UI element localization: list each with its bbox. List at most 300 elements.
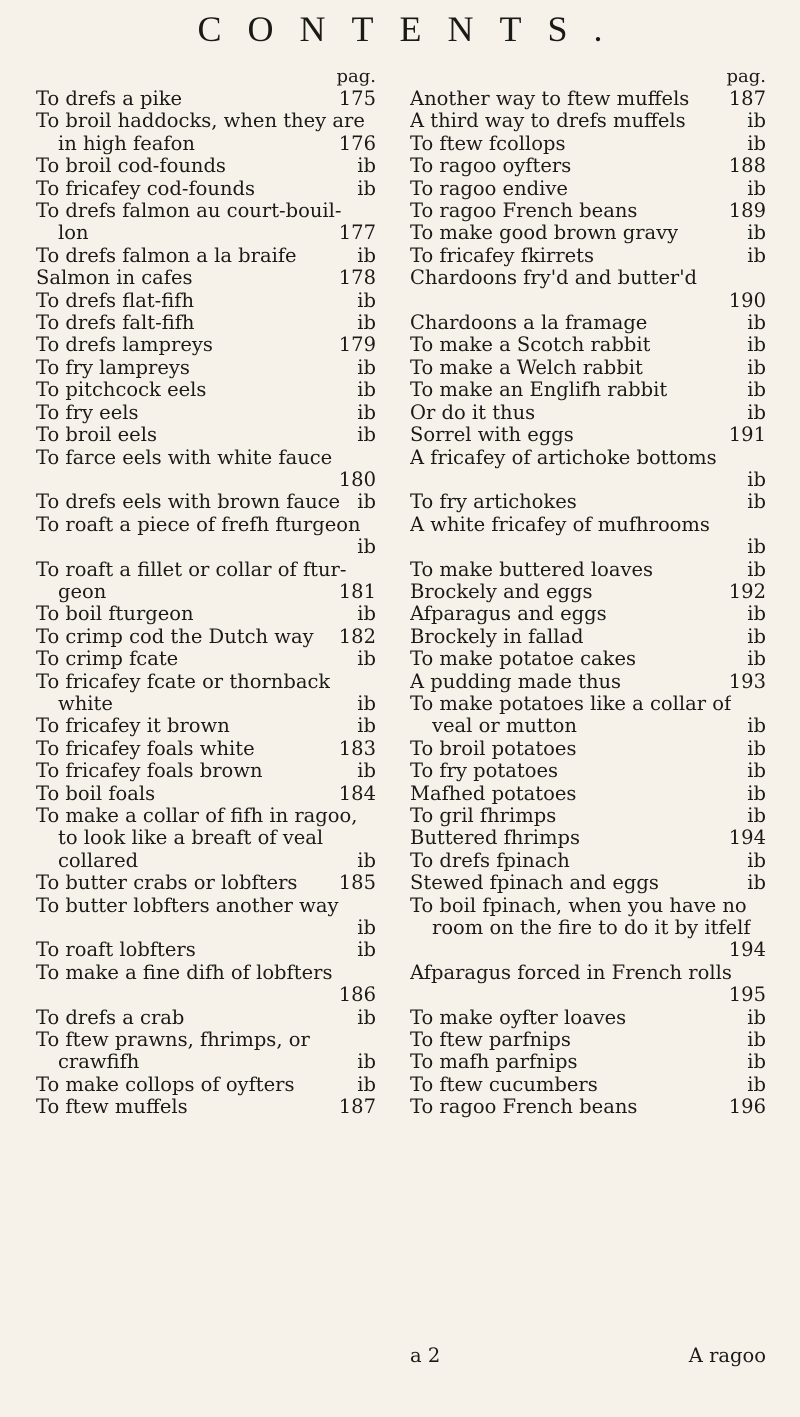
entry-title: Afparagus forced in French rolls	[410, 961, 732, 984]
entry-title: A third way to drefs muffels	[410, 110, 686, 133]
entry-title: To crimp cod the Dutch way	[36, 625, 314, 648]
entry-title: in high feafon	[58, 132, 195, 155]
entry-title: veal or mutton	[432, 715, 577, 738]
entry-page-number: 182	[338, 624, 376, 648]
toc-entry	[36, 245, 376, 267]
entry-page-number: ib	[357, 691, 376, 715]
toc-entry	[36, 738, 376, 760]
left-entry-list	[36, 88, 376, 1119]
entry-line	[36, 312, 376, 334]
entry-title: To broil cod-founds	[36, 155, 226, 178]
entry-page-number: 180	[338, 467, 376, 491]
entry-page-number: ib	[357, 400, 376, 424]
toc-entry	[36, 962, 376, 1007]
entry-page-number: ib	[357, 176, 376, 200]
toc-entry	[36, 447, 376, 492]
entry-page-number: ib	[357, 1005, 376, 1029]
entry-line	[36, 939, 376, 961]
entry-line	[36, 88, 376, 110]
entry-page-number: ib	[747, 467, 766, 491]
entry-title: To make a fine difh of lobfters	[36, 961, 333, 984]
toc-entry	[410, 379, 766, 401]
entry-title: To butter crabs or lobfters	[36, 872, 298, 895]
entry-title: To make oyfter loaves	[410, 1006, 627, 1029]
toc-entry	[410, 424, 766, 446]
toc-entry	[410, 962, 766, 1007]
right-entry-list	[410, 88, 766, 1119]
entry-title: To drefs a pike	[36, 88, 183, 110]
entry-page-number: ib	[357, 1072, 376, 1096]
entry-title: To ragoo French beans	[410, 200, 638, 223]
toc-entry	[410, 402, 766, 424]
entry-title: To drefs falt-fifh	[36, 312, 195, 335]
entry-line	[36, 715, 376, 737]
entry-title: To drefs eels with brown fauce	[36, 491, 341, 514]
entry-line	[410, 715, 766, 737]
entry-line	[36, 872, 376, 894]
entry-page-number: ib	[747, 221, 766, 245]
entry-page-number: ib	[357, 490, 376, 514]
entry-page-number: ib	[357, 602, 376, 626]
toc-entry	[36, 290, 376, 312]
entry-line	[410, 559, 766, 581]
entry-title: A pudding made thus	[410, 670, 622, 693]
entry-page-number: 194	[728, 826, 766, 850]
entry-line	[410, 312, 766, 334]
toc-entry	[410, 245, 766, 267]
entry-title: To make an Englifh rabbit	[410, 379, 668, 402]
entry-line	[36, 402, 376, 424]
entry-page-number: ib	[747, 871, 766, 895]
entry-line	[36, 603, 376, 625]
entry-page-number: ib	[357, 714, 376, 738]
entry-line	[410, 334, 766, 356]
entry-page-number: ib	[357, 288, 376, 312]
entry-line	[410, 962, 766, 984]
entry-page-number: 195	[728, 983, 766, 1007]
toc-entry	[410, 1051, 766, 1073]
entry-line	[36, 447, 376, 469]
entry-line	[36, 379, 376, 401]
toc-entry	[36, 559, 376, 604]
entry-page-number: ib	[357, 355, 376, 379]
toc-entry	[410, 491, 766, 513]
entry-title: To fricafey cod-founds	[36, 177, 256, 200]
entry-title: To gril fhrimps	[410, 805, 557, 827]
entry-line	[36, 357, 376, 379]
entry-title: To mafh parfnips	[410, 1051, 578, 1074]
toc-entry	[36, 357, 376, 379]
entry-line	[36, 133, 376, 155]
entry-line	[410, 110, 766, 132]
entry-line	[410, 133, 766, 155]
entry-line	[36, 581, 376, 603]
entry-line	[36, 805, 376, 827]
entry-page-number: 175	[338, 87, 376, 110]
entry-title: Chardoons a la framage	[410, 312, 648, 335]
entry-title: To boil fpinach, when you have no	[410, 894, 747, 917]
toc-entry	[410, 110, 766, 132]
entry-line	[410, 267, 766, 289]
entry-page-number: 186	[338, 983, 376, 1007]
entry-page-number: 190	[728, 288, 766, 312]
entry-title: To ragoo endive	[410, 177, 568, 200]
toc-entry	[36, 267, 376, 289]
entry-title: white	[58, 692, 113, 715]
entry-title: To pitchcock eels	[36, 379, 207, 402]
entry-title: Brockely in fallad	[410, 625, 584, 648]
toc-entry	[410, 693, 766, 738]
entry-page-number: ib	[357, 154, 376, 178]
toc-entry	[36, 783, 376, 805]
entry-line	[410, 402, 766, 424]
entry-title: To make a collar of fifh in ragoo,	[36, 805, 358, 827]
page-heading: CONTENTS.	[197, 9, 629, 49]
entry-title: To broil eels	[36, 424, 157, 447]
entry-title: To make a Welch rabbit	[410, 356, 643, 379]
entry-page-number: ib	[357, 759, 376, 783]
entry-line	[36, 671, 376, 693]
entry-page-number: ib	[747, 355, 766, 379]
entry-title: Stewed fpinach and eggs	[410, 872, 659, 895]
entry-page-number: ib	[747, 736, 766, 760]
entry-line	[36, 514, 376, 536]
entry-title: To boil fturgeon	[36, 603, 194, 626]
toc-entry	[410, 1029, 766, 1051]
entry-line	[410, 447, 766, 469]
entry-title: lon	[58, 222, 89, 245]
entry-page-number: ib	[747, 1072, 766, 1096]
entry-page-number: ib	[357, 1050, 376, 1074]
entry-page-number: 178	[338, 266, 376, 290]
entry-title: To fricafey foals brown	[36, 760, 263, 783]
entry-page-number: ib	[747, 759, 766, 783]
entry-page-number: ib	[357, 647, 376, 671]
entry-line	[36, 559, 376, 581]
entry-title: To drefs falmon a la braife	[36, 244, 297, 267]
entry-title: Chardoons fry'd and butter'd	[410, 267, 698, 290]
entry-line	[410, 603, 766, 625]
entry-page-number: 185	[338, 871, 376, 895]
entry-line	[410, 357, 766, 379]
entry-page-number: 179	[338, 333, 376, 357]
entry-title: to look like a breaft of veal	[58, 827, 324, 850]
page-column-label: pag.	[336, 66, 376, 87]
entry-title: To make potatoe cakes	[410, 648, 637, 671]
entry-page-number: 188	[728, 154, 766, 178]
catchword: A ragoo	[688, 1344, 766, 1367]
toc-entry	[36, 895, 376, 940]
entry-title: Afparagus and eggs	[410, 603, 607, 626]
entry-page-number: ib	[747, 400, 766, 424]
entry-page-number: ib	[747, 624, 766, 648]
entry-page-number: ib	[357, 848, 376, 872]
toc-entry	[36, 1029, 376, 1074]
entry-title: To make good brown gravy	[410, 222, 679, 245]
entry-page-number: ib	[747, 714, 766, 738]
entry-title: crawfifh	[58, 1051, 140, 1074]
entry-page-number: ib	[357, 378, 376, 402]
entry-page-number: ib	[747, 311, 766, 335]
entry-title: Sorrel with eggs	[410, 424, 574, 447]
toc-entry	[36, 491, 376, 513]
toc-entry	[410, 827, 766, 849]
entry-title: To ragoo oyfters	[410, 155, 572, 178]
entry-line	[36, 827, 376, 849]
toc-entry	[410, 514, 766, 559]
entry-title: To roaft a piece of frefh fturgeon	[36, 513, 361, 536]
entry-line	[36, 178, 376, 200]
entry-line	[410, 88, 766, 110]
toc-entry	[410, 626, 766, 648]
entry-line	[410, 1074, 766, 1096]
entry-page-number: 181	[338, 579, 376, 603]
toc-entry	[410, 334, 766, 356]
toc-entry	[410, 850, 766, 872]
entry-line	[410, 200, 766, 222]
entry-line	[410, 850, 766, 872]
entry-line	[410, 648, 766, 670]
entry-line	[410, 514, 766, 536]
entry-title: To drefs lampreys	[36, 334, 213, 357]
entry-title: To farce eels with white fauce	[36, 446, 333, 469]
entry-title: Brockely and eggs	[410, 580, 593, 603]
entry-line	[410, 895, 766, 917]
entry-page-number: ib	[747, 378, 766, 402]
toc-entry	[36, 939, 376, 961]
entry-line	[36, 738, 376, 760]
entry-title: To ftew muffels	[36, 1096, 188, 1119]
entry-line	[410, 1051, 766, 1073]
entry-title: To fry eels	[36, 401, 139, 424]
entry-title: To butter lobfters another way	[36, 894, 339, 917]
toc-entry	[410, 178, 766, 200]
toc-entry	[410, 357, 766, 379]
entry-page-number: 177	[338, 221, 376, 245]
entry-line	[36, 491, 376, 513]
entry-line	[36, 962, 376, 984]
toc-entry	[36, 514, 376, 559]
entry-page-number: ib	[747, 1028, 766, 1052]
entry-page-number: ib	[747, 781, 766, 805]
toc-entry	[36, 648, 376, 670]
entry-line	[410, 178, 766, 200]
toc-entry	[410, 805, 766, 827]
toc-entry	[410, 648, 766, 670]
entry-title: collared	[58, 849, 139, 872]
entry-line	[36, 648, 376, 670]
entry-page-number: 183	[338, 736, 376, 760]
toc-entry	[410, 603, 766, 625]
toc-entry	[36, 178, 376, 200]
entry-line	[410, 222, 766, 244]
entry-page-number: 176	[338, 131, 376, 155]
toc-entry	[410, 267, 766, 312]
entry-page-number: ib	[747, 490, 766, 514]
entry-title: To ftew cucumbers	[410, 1073, 598, 1096]
entry-line	[410, 581, 766, 603]
entry-title: To drefs a crab	[36, 1006, 185, 1029]
entry-title: Buttered fhrimps	[410, 827, 580, 850]
toc-entry	[36, 603, 376, 625]
entry-title: Mafhed potatoes	[410, 782, 577, 805]
entry-line	[410, 1096, 766, 1118]
entry-line	[36, 850, 376, 872]
entry-line	[410, 671, 766, 693]
entry-title: To ftew fcollops	[410, 132, 566, 155]
entry-line	[36, 155, 376, 177]
entry-line	[36, 334, 376, 356]
toc-entry	[36, 334, 376, 356]
entry-title: Salmon in cafes	[36, 267, 193, 290]
entry-page-number: ib	[747, 1050, 766, 1074]
entry-line	[410, 424, 766, 446]
entry-title: To make potatoes like a collar of	[410, 692, 732, 715]
entry-title: To fricafey fcate or thornback	[36, 670, 331, 693]
toc-entry	[36, 671, 376, 716]
toc-entry	[36, 715, 376, 737]
entry-title: To fricafey foals white	[36, 737, 255, 760]
entry-line	[36, 222, 376, 244]
toc-entry	[36, 1074, 376, 1096]
entry-page-number: ib	[747, 804, 766, 827]
entry-line	[36, 760, 376, 782]
entry-title: To fry lampreys	[36, 356, 190, 379]
entry-title: To ragoo French beans	[410, 1096, 638, 1119]
toc-entry	[36, 110, 376, 155]
entry-line	[410, 827, 766, 849]
entry-page-number: ib	[747, 1005, 766, 1029]
entry-page-number: 193	[728, 669, 766, 693]
entry-title: geon	[58, 580, 107, 603]
toc-entry	[410, 200, 766, 222]
entry-title: To ftew prawns, fhrimps, or	[36, 1029, 310, 1052]
toc-entry	[36, 872, 376, 894]
entry-line	[410, 626, 766, 648]
entry-page-number: 189	[728, 199, 766, 223]
entry-line	[36, 267, 376, 289]
entry-line	[410, 693, 766, 715]
entry-line	[410, 245, 766, 267]
page-column-label: pag.	[726, 66, 766, 87]
entry-line	[410, 783, 766, 805]
entry-page-number: ib	[747, 333, 766, 357]
entry-title: To roaft a fillet or collar of ftur-	[36, 558, 347, 581]
toc-entry	[36, 155, 376, 177]
toc-entry	[36, 402, 376, 424]
entry-line	[36, 1096, 376, 1118]
toc-entry	[410, 559, 766, 581]
entry-title: Or do it thus	[410, 401, 536, 424]
toc-entry	[410, 1007, 766, 1029]
page-footer	[410, 1345, 766, 1367]
toc-entry	[36, 1096, 376, 1118]
entry-title: To fricafey it brown	[36, 715, 230, 738]
toc-entry	[410, 155, 766, 177]
entry-page-number: ib	[747, 535, 766, 559]
toc-entry	[410, 88, 766, 110]
entry-page-number: ib	[357, 423, 376, 447]
entry-title: To drefs flat-fifh	[36, 289, 195, 312]
entry-title: A fricafey of artichoke bottoms	[410, 446, 717, 469]
toc-entry	[36, 1007, 376, 1029]
entry-page-number: ib	[357, 311, 376, 335]
entry-title: room on the fire to do it by itfelf	[432, 917, 751, 940]
entry-line	[36, 200, 376, 222]
entry-line	[410, 805, 766, 827]
toc-entry	[36, 760, 376, 782]
entry-line	[410, 760, 766, 782]
entry-page-number: ib	[357, 243, 376, 267]
signature-mark: a 2	[410, 1344, 441, 1367]
entry-line	[36, 626, 376, 648]
toc-entry	[410, 783, 766, 805]
toc-entry	[36, 88, 376, 110]
entry-page-number: ib	[357, 916, 376, 940]
entry-title: Another way to ftew muffels	[410, 88, 690, 110]
toc-entry	[410, 738, 766, 760]
entry-line	[36, 1051, 376, 1073]
entry-line	[410, 1029, 766, 1051]
toc-entry	[410, 760, 766, 782]
entry-page-number: ib	[747, 243, 766, 267]
entry-title: To drefs falmon au court-bouil-	[36, 200, 342, 223]
toc-entry	[410, 1096, 766, 1118]
entry-line	[36, 895, 376, 917]
entry-title: To roaft lobfters	[36, 939, 196, 962]
entry-title: To crimp fcate	[36, 648, 179, 671]
toc-entry	[36, 424, 376, 446]
toc-entry	[410, 1074, 766, 1096]
entry-line	[410, 491, 766, 513]
entry-title: To fry potatoes	[410, 760, 558, 783]
entry-title: To boil foals	[36, 782, 156, 805]
toc-entry	[410, 222, 766, 244]
entry-line	[410, 379, 766, 401]
toc-entry	[410, 895, 766, 962]
left-column	[36, 66, 376, 1119]
entry-page-number: 192	[728, 579, 766, 603]
entry-line	[36, 1074, 376, 1096]
entry-title: To drefs fpinach	[410, 849, 570, 872]
entry-line	[36, 783, 376, 805]
entry-page-number: ib	[357, 938, 376, 962]
entry-page-number: 187	[728, 87, 766, 110]
toc-entry	[410, 872, 766, 894]
entry-line	[410, 738, 766, 760]
entry-page-number: ib	[747, 647, 766, 671]
entry-page-number: ib	[357, 535, 376, 559]
entry-page-number: ib	[747, 848, 766, 872]
entry-line	[36, 110, 376, 132]
entry-page-number: 191	[728, 423, 766, 447]
entry-line	[36, 290, 376, 312]
entry-line	[410, 872, 766, 894]
entry-line	[410, 917, 766, 939]
entry-page-number: 184	[338, 781, 376, 805]
entry-title: To make a Scotch rabbit	[410, 334, 651, 357]
entry-line	[36, 245, 376, 267]
entry-title: To make buttered loaves	[410, 558, 654, 581]
entry-page-number: ib	[747, 131, 766, 155]
entry-title: To ftew parfnips	[410, 1029, 571, 1052]
toc-entry	[410, 447, 766, 492]
entry-line	[410, 1007, 766, 1029]
entry-title: To fry artichokes	[410, 491, 577, 514]
entry-page-number: 194	[728, 938, 766, 962]
entry-title: A white fricafey of mufhrooms	[410, 513, 710, 536]
entry-line	[36, 1029, 376, 1051]
